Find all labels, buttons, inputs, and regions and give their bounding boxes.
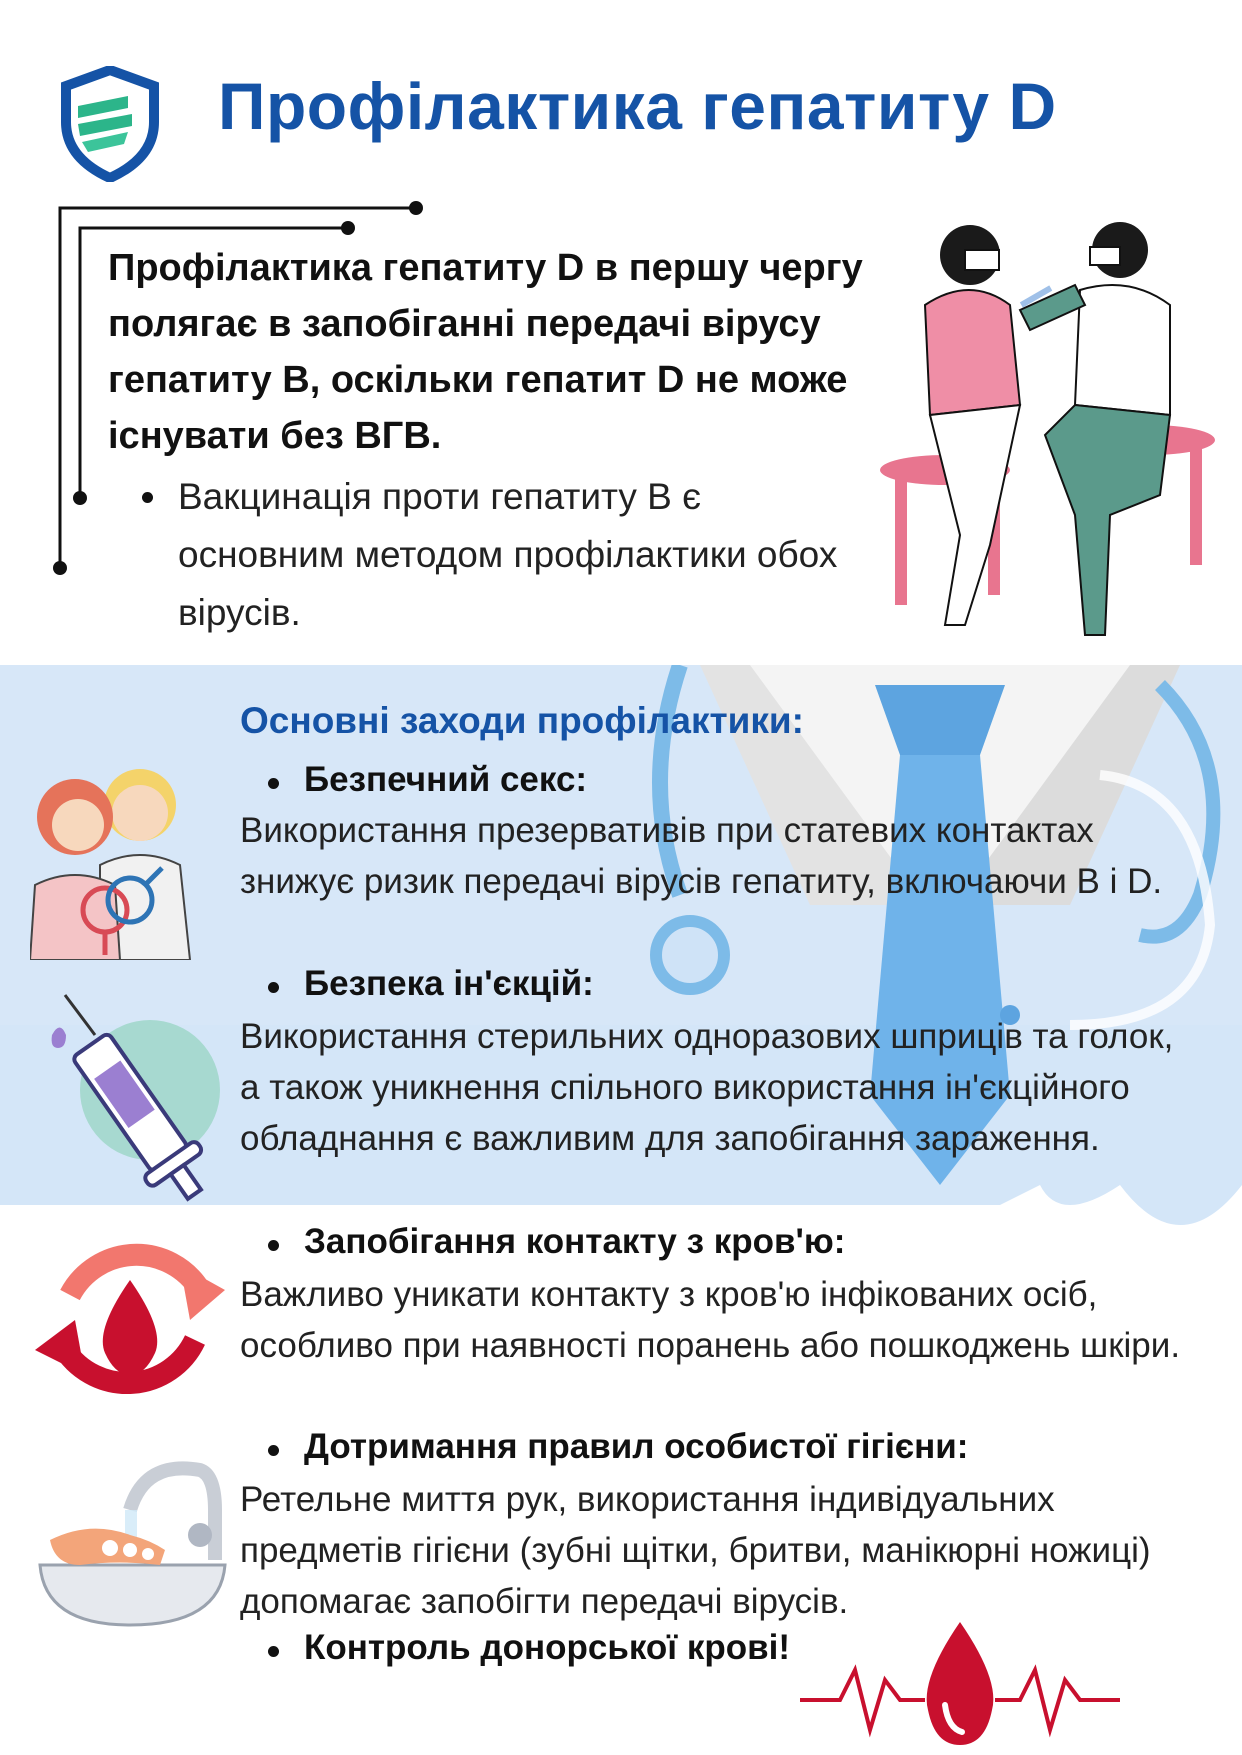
item-title-2 [304, 964, 594, 1004]
item-text-2: Використання стерильних одноразових шприців та голок, а також уникнення спільного використання ін'єкційного обладнання є важливим для запобігання зараження. [240, 1017, 1174, 1158]
item-title-3 [304, 1222, 845, 1262]
handwashing-icon [30, 1450, 230, 1630]
shield-logo-icon [58, 66, 162, 182]
page-title: Профілактика гепатиту D [218, 69, 1057, 143]
item-title-text: Запобігання контакту з кров'ю: [304, 1222, 846, 1261]
bullet-dot [268, 778, 279, 789]
item-title-text: Дотримання правил особистої гігієни: [304, 1427, 969, 1466]
intro-text: Профілактика гепатиту D в першу чергу полягає в запобіганні передачі вірусу гепатиту В, оскільки гепатит D не може існувати без ВГВ. [108, 247, 863, 457]
item-title-1 [304, 760, 587, 800]
intro-bullet [140, 468, 860, 642]
bullet-dot [268, 1646, 279, 1657]
item-text-3: Важливо уникати контакту з кров'ю інфікованих осіб, особливо при наявності поранень або пошкоджень шкіри. [240, 1275, 1181, 1365]
item-title-text: Безпека ін'єкцій: [304, 964, 594, 1003]
bullet-dot [268, 1240, 279, 1251]
intro-bullet-text: Вакцинація проти гепатиту В є основним методом профілактики обох вірусів. [178, 476, 838, 633]
couple-gender-icon [30, 755, 210, 960]
item-title-text: Контроль донорської крові! [304, 1628, 791, 1667]
measures-heading: Основні заходи профілактики: [240, 700, 804, 741]
bullet-dot [142, 492, 153, 503]
syringe-icon [40, 990, 220, 1220]
blood-pulse-icon [800, 1620, 1120, 1755]
item-text-1: Використання презервативів при статевих контактах знижує ризик передачі вірусів гепатиту, включаючи В і D. [240, 811, 1163, 901]
item-text-4: Ретельне миття рук, використання індивідуальних предметів гігієни (зубні щітки, бритви, манікюрні ножиці) допомагає запобігти передачі вірусів. [240, 1480, 1151, 1621]
blood-drop-cycle-icon [30, 1235, 230, 1405]
bullet-dot [268, 982, 279, 993]
item-title-5 [304, 1628, 790, 1668]
item-title-4 [304, 1427, 968, 1467]
vaccination-illustration [870, 215, 1230, 655]
item-title-text: Безпечний секс: [304, 760, 588, 799]
bullet-dot [268, 1445, 279, 1456]
